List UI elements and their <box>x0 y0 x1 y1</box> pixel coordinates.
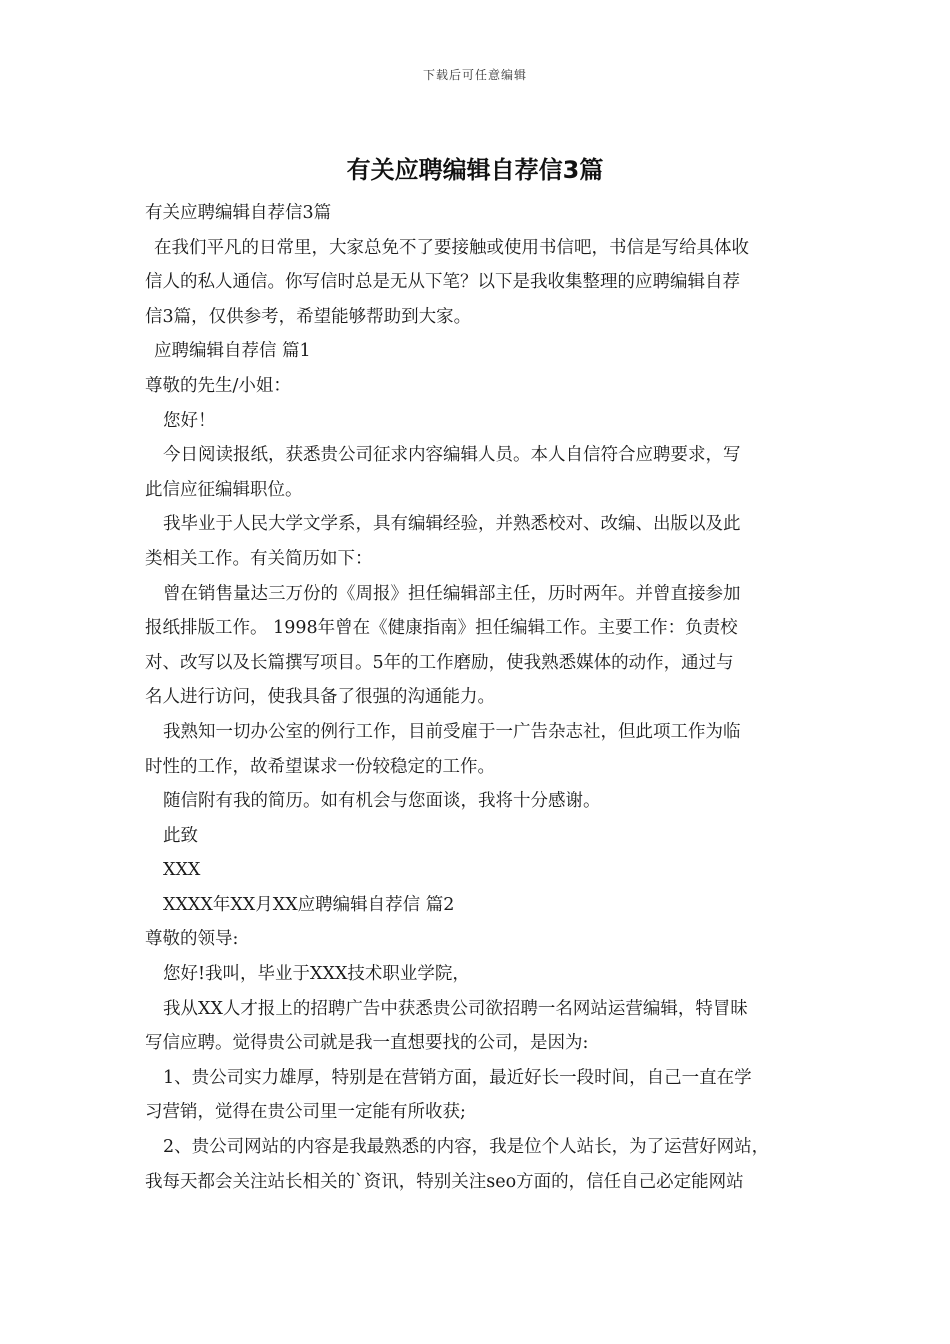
salutation: 尊敬的领导: <box>145 929 239 950</box>
body-line: 我从XX人才报上的招聘广告中获悉贵公司欲招聘一名网站运营编辑，特冒昧 <box>163 998 748 1019</box>
section-heading: 应聘编辑自荐信 篇1 <box>154 341 311 362</box>
body-line: 我毕业于人民大学文学系，具有编辑经验，并熟悉校对、改编、出版以及此 <box>163 514 741 535</box>
body-line: 类相关工作。有关简历如下： <box>145 548 373 569</box>
body-line: 在我们平凡的日常里，大家总免不了要接触或使用书信吧，书信是写给具体收 <box>154 237 749 258</box>
body-line: 1、贵公司实力雄厚，特别是在营销方面，最近好长一段时间，自己一直在学 <box>163 1067 752 1088</box>
body-line: 报纸排版工作。 1998年曾在《健康指南》担任编辑工作。主要工作：负责校 <box>145 618 738 639</box>
body-line: 此信应征编辑职位。 <box>145 479 303 500</box>
body-line: 信3篇，仅供参考，希望能够帮助到大家。 <box>145 306 472 327</box>
body-line: 随信附有我的简历。如有机会与您面谈，我将十分感谢。 <box>163 791 601 812</box>
body-line: 写信应聘。觉得贵公司就是我一直想要找的公司，是因为: <box>145 1033 589 1054</box>
body-line: 我每天都会关注站长相关的`资讯，特别关注seo方面的，信任自己必定能网站 <box>145 1171 744 1192</box>
body-line: 习营销，觉得在贵公司里一定能有所收获; <box>145 1102 466 1123</box>
body-line: 时性的工作，故希望谋求一份较稳定的工作。 <box>145 756 495 777</box>
body-line: 有关应聘编辑自荐信3篇 <box>145 203 332 223</box>
body-line: 您好！ <box>163 410 216 431</box>
signature-line: XXX <box>163 860 201 881</box>
salutation: 尊敬的先生/小姐： <box>145 375 291 396</box>
closing-line: 此致 <box>163 825 198 846</box>
body-line: 名人进行访问，使我具备了很强的沟通能力。 <box>145 687 495 708</box>
body-line: 您好!我叫，毕业于XXX技术职业学院， <box>163 964 470 985</box>
body-line: 曾在销售量达三万份的《周报》担任编辑部主任，历时两年。并曾直接参加 <box>163 583 741 604</box>
document-title: 有关应聘编辑自荐信3篇 <box>346 156 604 184</box>
document-body <box>145 196 815 1199</box>
body-line: 2、贵公司网站的内容是我最熟悉的内容，我是位个人站长，为了运营好网站， <box>163 1137 770 1158</box>
body-line: 今日阅读报纸，获悉贵公司征求内容编辑人员。本人自信符合应聘要求，写 <box>163 445 741 466</box>
body-line: 我熟知一切办公室的例行工作，目前受雇于一广告杂志社，但此项工作为临 <box>163 721 741 742</box>
header-note: 下载后可任意编辑 <box>422 68 527 82</box>
section-heading: XXXX年XX月XX应聘编辑自荐信 篇2 <box>163 894 455 915</box>
body-line: 信人的私人通信。你写信时总是无从下笔？以下是我收集整理的应聘编辑自荐 <box>145 272 740 293</box>
body-line: 对、改写以及长篇撰写项目。5年的工作磨励，使我熟悉媒体的动作，通过与 <box>145 652 734 673</box>
